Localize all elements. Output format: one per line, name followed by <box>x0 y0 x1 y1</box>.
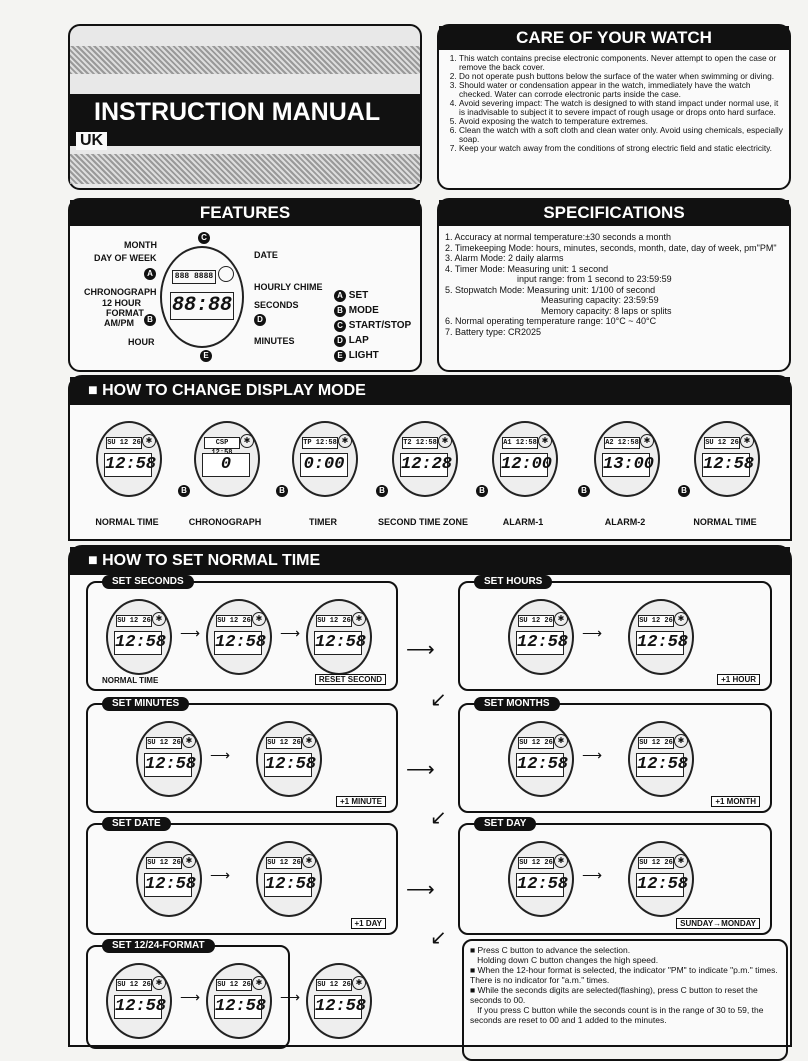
specs-heading: SPECIFICATIONS <box>439 200 789 226</box>
set-section <box>458 818 772 935</box>
lcd-top: SU 12 26 <box>317 617 351 625</box>
mode-watch <box>388 417 458 497</box>
mode-icon: ✱ <box>302 854 316 868</box>
lcd-top: TP 12:58 <box>303 439 337 447</box>
mode-button-b-marker: B <box>476 485 488 497</box>
legend-key: A <box>334 290 346 302</box>
set-time-heading: ■ HOW TO SET NORMAL TIME <box>70 547 790 575</box>
set-caption: RESET SECOND <box>315 674 386 685</box>
step-arrow-icon: ⟶ <box>180 989 201 1005</box>
label-format: FORMAT <box>106 308 144 318</box>
lcd-main: 12:58 <box>702 453 750 477</box>
set-watch <box>132 717 202 797</box>
set-section <box>86 698 398 813</box>
set-caption: +1 MINUTE <box>336 796 386 807</box>
lcd-top: SU 12 26 <box>217 981 251 989</box>
lcd-top: CSP <box>204 437 240 449</box>
legend-label: START/STOP <box>348 320 412 331</box>
label-chronograph: CHRONOGRAPH <box>84 287 157 297</box>
set-watch <box>504 595 574 675</box>
region-code: UK <box>76 132 107 150</box>
step-arrow-icon: ⟶ <box>210 867 231 883</box>
spec-text: Stopwatch Mode: Measuring unit: 1/100 of second <box>455 284 656 295</box>
note-text: When the 12-hour format is selected, the indicator "PM" to indicate "p.m." times. There is no indicator for "a.m." times. <box>470 965 778 985</box>
set-section-title: SET SECONDS <box>102 575 194 589</box>
set-section-title: SET MINUTES <box>102 697 189 711</box>
set-watch <box>624 717 694 797</box>
title-panel <box>68 24 422 190</box>
spec-item: 2. Timekeeping Mode: hours, minutes, seconds, month, date, day of week, pm"PM" <box>445 242 777 253</box>
lcd-main: 12:58 <box>636 753 684 777</box>
spec-item <box>445 306 783 317</box>
lcd-top: SU 12 26 <box>117 617 151 625</box>
mode-label: TIMER <box>309 517 337 527</box>
lcd-top: A1 12:58 <box>503 439 537 447</box>
mode-watch <box>190 417 260 497</box>
set-caption: +1 HOUR <box>717 674 760 685</box>
note-text: Press C button to advance the selection. <box>477 945 631 955</box>
lcd-top: SU 12 26 <box>639 739 673 747</box>
spec-item: 7. Battery type: CR2025 <box>445 326 542 337</box>
mode-icon: ✱ <box>554 734 568 748</box>
legend-a <box>334 288 411 303</box>
flow-arrow-icon: ↙ <box>430 927 447 949</box>
mode-button-b-marker: B <box>276 485 288 497</box>
legend-label: MODE <box>348 305 379 316</box>
legend-key: C <box>334 320 346 332</box>
hatch-band <box>70 46 420 74</box>
note-text: While the seconds digits are selected(flashing), press C button to reset the seconds to 00. <box>470 985 758 1005</box>
lcd-main: 12:58 <box>144 873 192 897</box>
set-watch <box>504 717 574 797</box>
set-section <box>458 698 772 813</box>
step-arrow-icon: ⟶ <box>210 747 231 763</box>
set-watch <box>102 595 172 675</box>
mode-icon: ✱ <box>252 612 266 626</box>
lcd-main: 12:58 <box>516 631 564 655</box>
set-watch <box>302 595 372 675</box>
feature-lcd-main: 88:88 <box>170 292 234 320</box>
note: ■ When the 12-hour format is selected, the indicator "PM" to indicate "p.m." times. There is no indicator for "a.m." times. <box>470 965 778 985</box>
lcd-top: SU 12 26 <box>107 439 141 447</box>
mode-label: CHRONOGRAPH <box>188 517 262 527</box>
mode-label: ALARM-1 <box>502 517 544 527</box>
legend-label: SET <box>348 290 369 301</box>
step-arrow-icon: ⟶ <box>280 989 301 1005</box>
lcd-top: A2 12:58 <box>605 439 639 447</box>
label-minutes: MINUTES <box>254 336 295 346</box>
care-list <box>439 50 789 153</box>
lcd-top: SU 12 26 <box>117 981 151 989</box>
lcd-main: 12:58 <box>264 873 312 897</box>
mode-icon: ✱ <box>674 854 688 868</box>
note: ■ Press C button to advance the selection. Holding down C button changes the high speed. <box>470 945 659 965</box>
spec-text: Alarm Mode: 2 daily alarms <box>454 253 564 263</box>
spec-item <box>445 274 783 285</box>
mode-watch <box>690 417 760 497</box>
button-a-marker: A <box>144 268 156 280</box>
care-item: 5. Avoid exposing the watch to temperature extremes. <box>459 117 783 126</box>
display-mode-title: HOW TO CHANGE DISPLAY MODE <box>102 382 366 399</box>
lcd-top: SU 12 26 <box>267 739 301 747</box>
legend-e <box>334 348 411 363</box>
lcd-main: 12:58 <box>314 995 362 1019</box>
mode-watch <box>488 417 558 497</box>
mode-icon: ✱ <box>640 434 654 448</box>
legend-key: E <box>334 350 346 362</box>
mode-label: NORMAL TIME <box>95 517 159 527</box>
set-caption: +1 DAY <box>351 918 387 929</box>
care-item: 6. Clean the watch with a soft cloth and clean water only. Avoid using chemicals, especially soap. <box>459 126 783 144</box>
set-section-title: SET HOURS <box>474 575 552 589</box>
lcd-main: 12:58 <box>144 753 192 777</box>
mode-icon: ✱ <box>302 734 316 748</box>
mode-icon: ✱ <box>554 854 568 868</box>
specs-panel <box>437 198 791 372</box>
legend-d <box>334 333 411 348</box>
specs-list <box>439 226 789 337</box>
mode-button-b-marker: B <box>376 485 388 497</box>
spec-item <box>445 295 783 306</box>
step-arrow-icon: ⟶ <box>582 747 603 763</box>
mode-icon: ✱ <box>252 976 266 990</box>
care-item: 2. Do not operate push buttons below the surface of the water when swimming or diving. <box>459 72 783 81</box>
label-ampm: AM/PM <box>104 318 134 328</box>
mode-icon: ✱ <box>352 976 366 990</box>
button-legend <box>334 288 411 363</box>
set-watch <box>102 959 172 1039</box>
set-section <box>86 818 398 935</box>
lcd-top: SU 12 26 <box>217 617 251 625</box>
label-hourly-chime: HOURLY CHIME <box>254 282 323 292</box>
lcd-main: 12:58 <box>516 753 564 777</box>
lcd-top: SU 12 26 <box>519 859 553 867</box>
mode-icon: ✱ <box>240 434 254 448</box>
mode-icon: ✱ <box>338 434 352 448</box>
mode-button-b-marker: B <box>678 485 690 497</box>
spec-item: 4. Timer Mode: Measuring unit: 1 second <box>445 263 609 274</box>
lcd-top: SU 12 26 <box>267 859 301 867</box>
lcd-top: SU 12 26 <box>639 617 673 625</box>
spec-item: 3. Alarm Mode: 2 daily alarms <box>445 253 564 263</box>
set-section <box>86 576 398 691</box>
lcd-main: 12:58 <box>114 995 162 1019</box>
mode-icon: ✱ <box>182 734 196 748</box>
start-label: NORMAL TIME <box>102 676 159 685</box>
flow-arrow-icon: ⟶ <box>406 879 435 901</box>
set-watch <box>624 595 694 675</box>
button-e-marker: E <box>200 350 212 362</box>
lcd-main: 12:58 <box>264 753 312 777</box>
mode-icon: ✱ <box>142 434 156 448</box>
lcd-main: 12:58 <box>214 631 262 655</box>
mode-icon: ✱ <box>152 612 166 626</box>
mode-icon: ✱ <box>740 434 754 448</box>
flow-arrow-icon: ↙ <box>430 689 447 711</box>
care-item: 3. Should water or condensation appear in the watch, immediately have the watch checked. Water can corrode electronic parts inside the case. <box>459 81 783 99</box>
lcd-main: 12:58 <box>636 873 684 897</box>
notes-box <box>462 939 788 1061</box>
mode-button-b-marker: B <box>178 485 190 497</box>
lcd-top: SU 12 26 <box>317 981 351 989</box>
mode-icon: ✱ <box>538 434 552 448</box>
mode-icon: ✱ <box>674 734 688 748</box>
mode-icon: ✱ <box>554 612 568 626</box>
set-watch <box>202 959 272 1039</box>
mode-watch <box>92 417 162 497</box>
mode-icon: ✱ <box>152 976 166 990</box>
lcd-top: SU 12 26 <box>147 859 181 867</box>
lcd-main: 12:58 <box>314 631 362 655</box>
label-12-hour: 12 HOUR <box>102 298 142 308</box>
lcd-main: 12:28 <box>400 453 448 477</box>
set-section-title: SET DATE <box>102 817 171 831</box>
spec-item: 1. Accuracy at normal temperature:±30 seconds a month <box>445 232 672 242</box>
step-arrow-icon: ⟶ <box>582 625 603 641</box>
spec-text: Timer Mode: Measuring unit: 1 second <box>454 263 609 274</box>
legend-c <box>334 318 411 333</box>
lcd-main: 12:58 <box>114 631 162 655</box>
set-watch <box>302 959 372 1039</box>
care-item: 1. This watch contains precise electronic components. Never attempt to open the case or remove the back cover. <box>459 54 783 72</box>
mode-button-b-marker: B <box>578 485 590 497</box>
mode-label: SECOND TIME ZONE <box>377 517 468 527</box>
mode-icon: ✱ <box>438 434 452 448</box>
spec-item: 6. Normal operating temperature range: 10°C ~ 40°C <box>445 316 657 326</box>
legend-b <box>334 303 411 318</box>
label-month: MONTH <box>124 240 157 250</box>
lcd-top: SU 12 26 <box>705 439 739 447</box>
button-b-marker: B <box>144 314 156 326</box>
lcd-top: SU 12 26 <box>639 859 673 867</box>
set-watch <box>624 837 694 917</box>
spec-text: Memory capacity: 8 laps or splits <box>541 305 672 316</box>
flow-arrow-icon: ⟶ <box>406 759 435 781</box>
mode-label: NORMAL TIME <box>693 517 757 527</box>
lcd-top: T2 12:58 <box>403 439 437 447</box>
set-section-title: SET 12/24-FORMAT <box>102 939 215 953</box>
note: ■ While the seconds digits are selected(flashing), press C button to reset the seconds to 00. If you press C button while the seconds count is in the range of 30 to 59, the seconds are reset to 00 and 1 added to the minutes. <box>470 985 764 1025</box>
lcd-main: 12:58 <box>104 453 152 477</box>
button-c-marker: C <box>198 232 210 244</box>
lcd-main: 13:00 <box>602 453 650 477</box>
legend-key: D <box>334 335 346 347</box>
mode-watch <box>288 417 358 497</box>
care-panel <box>437 24 791 190</box>
manual-title: INSTRUCTION MANUAL <box>94 98 381 126</box>
mode-watch <box>590 417 660 497</box>
lcd-main: 12:58 <box>214 995 262 1019</box>
lcd-main: 0 <box>202 453 250 477</box>
spec-text: Battery type: CR2025 <box>455 326 542 337</box>
set-watch <box>202 595 272 675</box>
mode-label: ALARM-2 <box>604 517 646 527</box>
care-heading: CARE OF YOUR WATCH <box>439 26 789 50</box>
features-panel <box>68 198 422 372</box>
spec-text: Measuring capacity: 23:59:59 <box>541 295 659 305</box>
care-item: 4. Avoid severing impact: The watch is designed to with stand impact under normal use, it is inadvisable to subject it to severe impact of rough usage or drops onto hard surface. <box>459 99 783 117</box>
set-watch <box>504 837 574 917</box>
legend-label: LIGHT <box>348 350 379 361</box>
lcd-top: SU 12 26 <box>519 739 553 747</box>
feature-icon <box>218 266 234 282</box>
spec-text: input range: from 1 second to 23:59:59 <box>517 274 672 284</box>
set-time-title: HOW TO SET NORMAL TIME <box>102 552 321 569</box>
feature-lcd-top: 888 8888 <box>172 270 216 284</box>
note-text: If you press C button while the seconds count is in the range of 30 to 59, the seconds are reset to 00 and 1 added to the minutes. <box>470 1005 764 1025</box>
button-d-marker: D <box>254 314 266 326</box>
set-section <box>86 940 367 1049</box>
flow-arrow-icon: ↙ <box>430 807 447 829</box>
legend-label: LAP <box>348 335 369 346</box>
mode-icon: ✱ <box>182 854 196 868</box>
display-mode-heading: ■ HOW TO CHANGE DISPLAY MODE <box>70 377 790 405</box>
display-mode-panel <box>68 375 792 541</box>
set-caption: +1 MONTH <box>711 796 760 807</box>
flow-arrow-icon: ⟶ <box>406 639 435 661</box>
lcd-main: 12:58 <box>516 873 564 897</box>
set-section-title: SET DAY <box>474 817 536 831</box>
features-heading: FEATURES <box>70 200 420 226</box>
label-hour: HOUR <box>128 337 155 347</box>
set-watch <box>132 837 202 917</box>
lcd-main: 12:58 <box>636 631 684 655</box>
spec-text: Timekeeping Mode: hours, minutes, seconds, month, date, day of week, pm"PM" <box>454 242 777 253</box>
lcd-top: SU 12 26 <box>147 739 181 747</box>
step-arrow-icon: ⟶ <box>582 867 603 883</box>
set-section-title: SET MONTHS <box>474 697 560 711</box>
label-date: DATE <box>254 250 278 260</box>
spec-text: Normal operating temperature range: 10°C ~ 40°C <box>455 316 657 326</box>
feature-watch <box>160 246 244 348</box>
spec-text: Accuracy at normal temperature:±30 seconds a month <box>454 232 672 242</box>
spec-item: 5. Stopwatch Mode: Measuring unit: 1/100 of second <box>445 284 656 295</box>
set-watch <box>252 837 322 917</box>
set-time-panel <box>68 545 792 1047</box>
lcd-main: 0:00 <box>300 453 348 477</box>
legend-key: B <box>334 305 346 317</box>
note-text: Holding down C button changes the high speed. <box>477 955 659 965</box>
set-section <box>458 576 772 691</box>
step-arrow-icon: ⟶ <box>180 625 201 641</box>
step-arrow-icon: ⟶ <box>280 625 301 641</box>
mode-icon: ✱ <box>674 612 688 626</box>
set-caption: SUNDAY→MONDAY <box>676 918 760 929</box>
mode-icon: ✱ <box>352 612 366 626</box>
label-day-of-week: DAY OF WEEK <box>94 253 157 263</box>
lcd-top: SU 12 26 <box>519 617 553 625</box>
lcd-main: 12:00 <box>500 453 548 477</box>
set-watch <box>252 717 322 797</box>
label-seconds: SECONDS <box>254 300 299 310</box>
care-item: 7. Keep your watch away from the conditions of strong electric field and static electricity. <box>459 144 783 153</box>
